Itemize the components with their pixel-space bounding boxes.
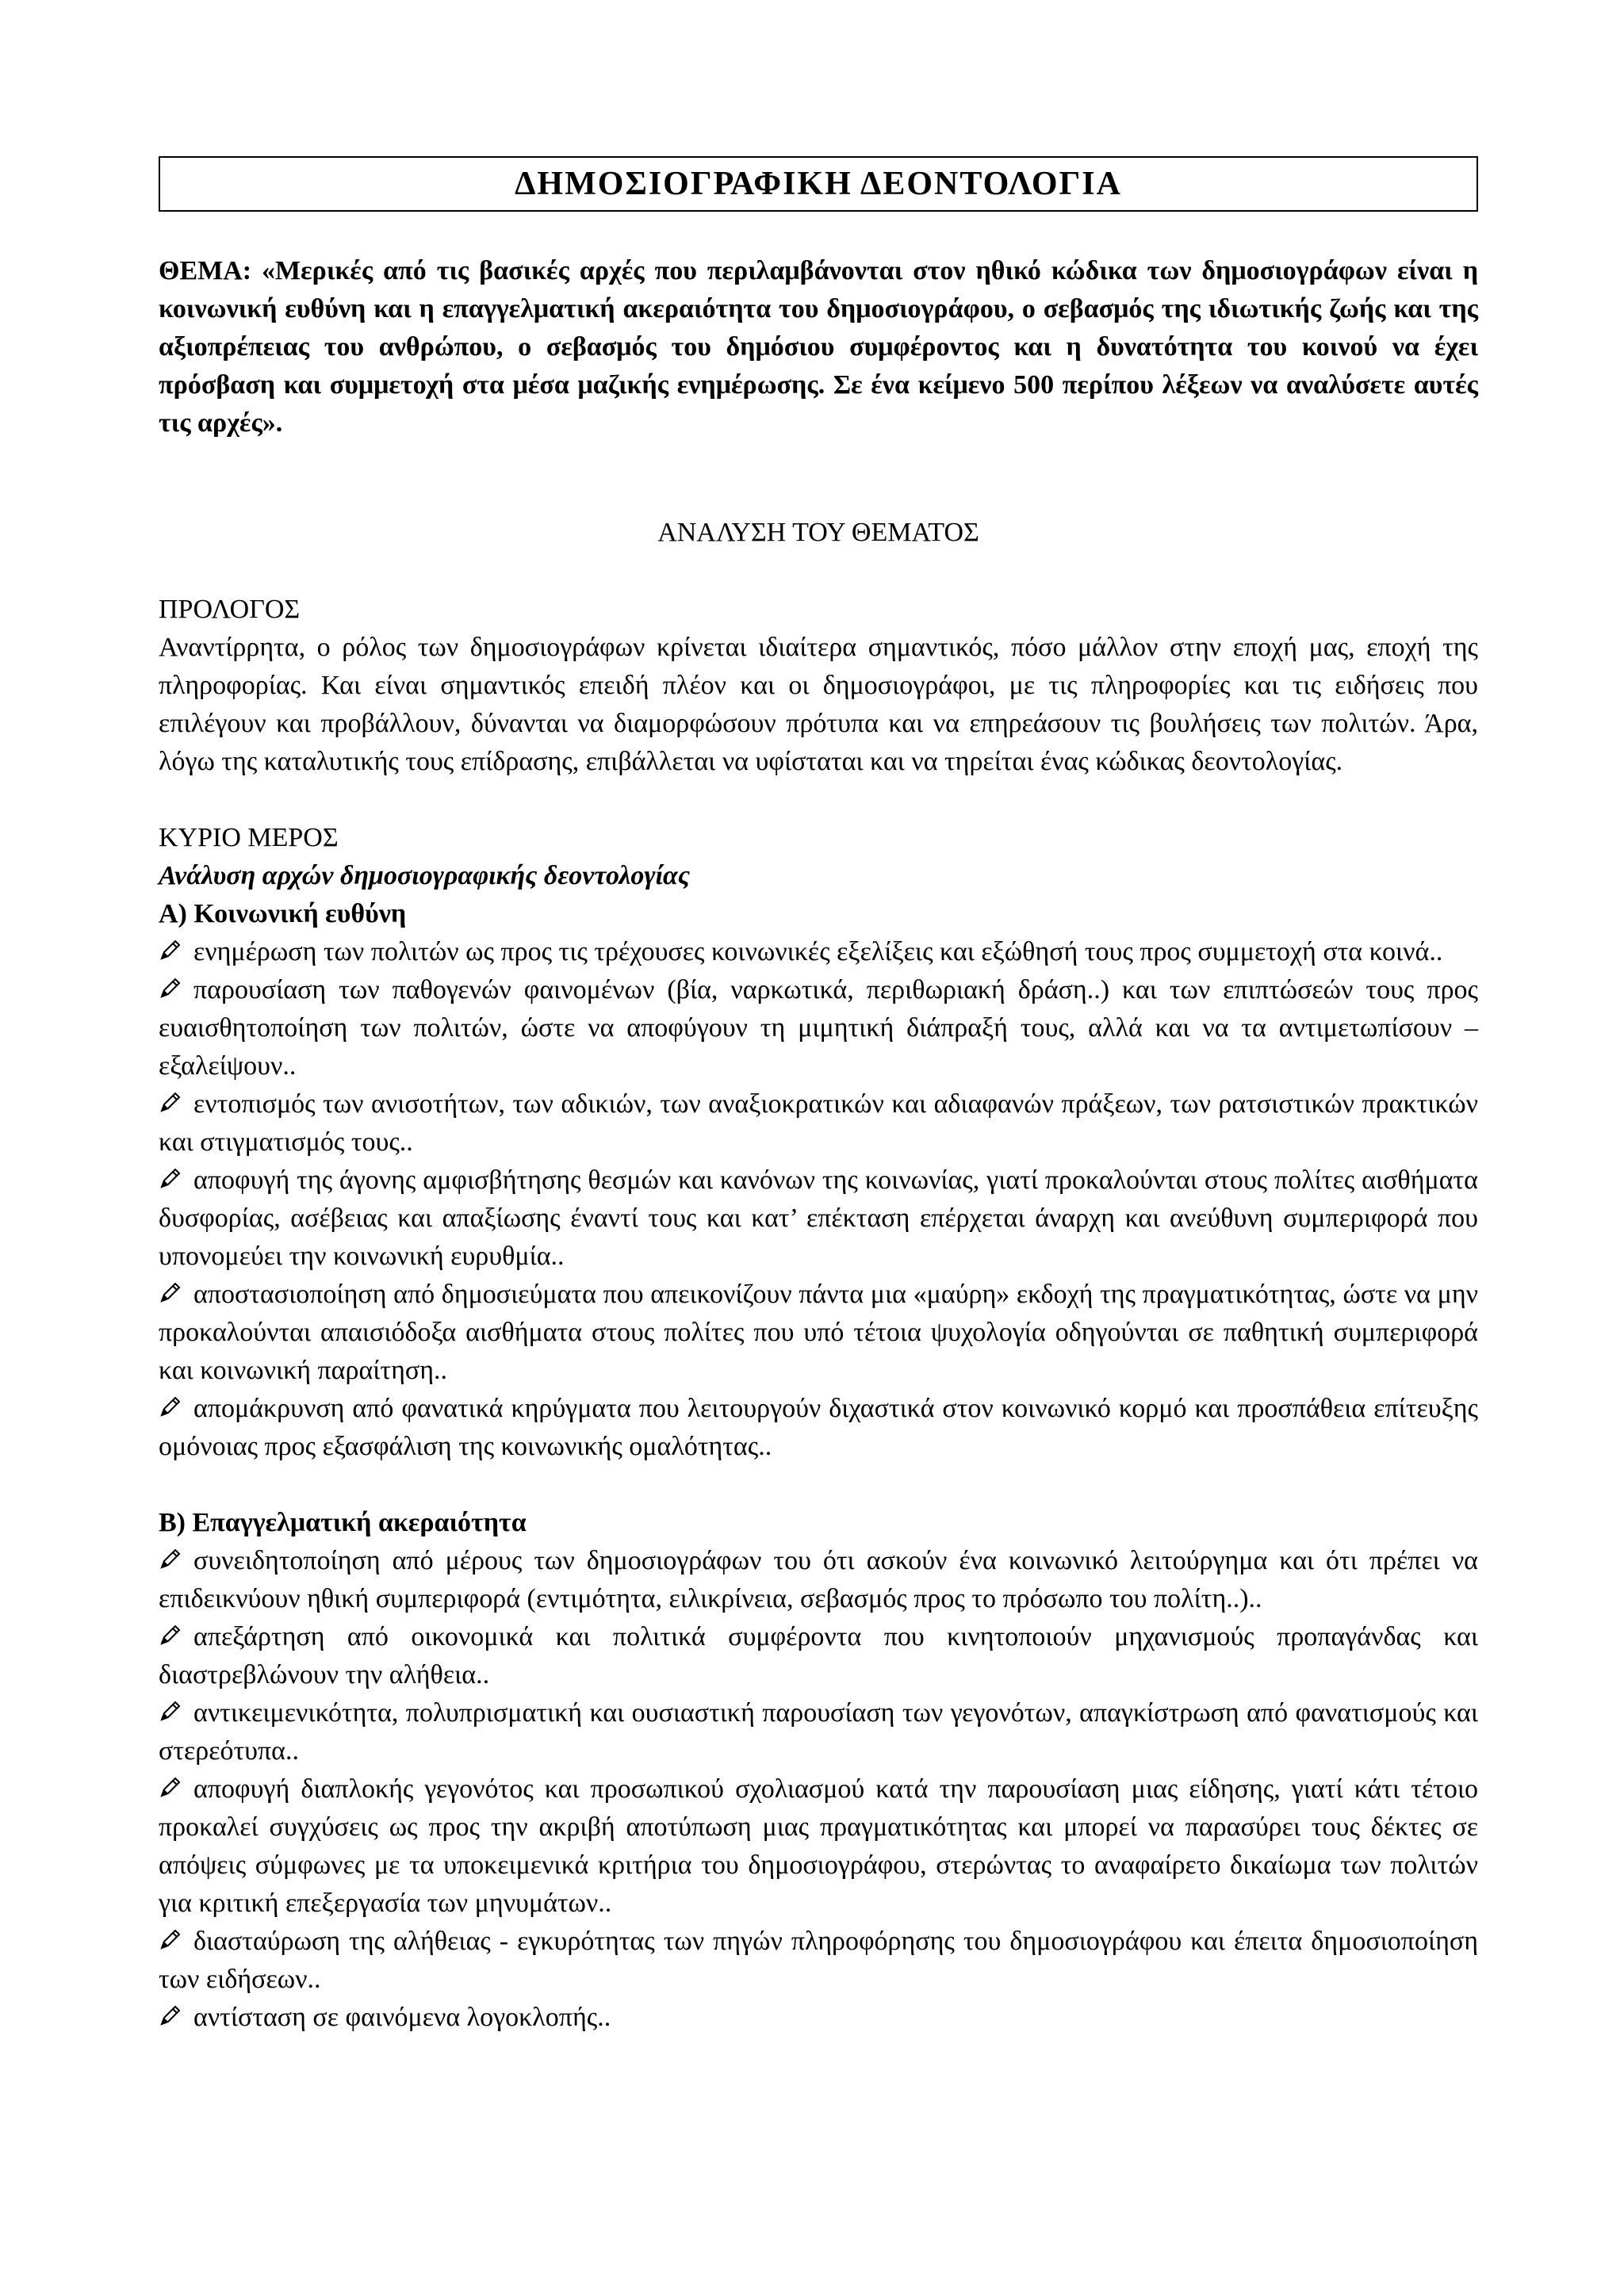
pencil-icon	[159, 1775, 182, 1799]
list-item	[159, 1085, 1478, 1161]
pencil-icon	[159, 1280, 182, 1304]
pencil-icon	[159, 1623, 182, 1647]
list-item	[159, 971, 1478, 1085]
list-item-text: αποφυγή διαπλοκής γεγονότος και προσωπικού σχολιασμού κατά την παρουσίαση μιας είδησης, γιατί κάτι τέτοιο προκαλεί συγχύσεις ως προς την ακριβή αποτύπωση μιας πραγματικότητας και μπορεί να παρασύρει τους δέκτες σε απόψεις σύμφωνες με τα υποκειμενικά κριτήρια του δημοσιογράφου, στερώντας το αναφαίρετο δικαίωμα των πολιτών για κριτική επεξεργασία των μηνυμάτων..	[159, 1774, 1478, 1918]
pencil-icon	[159, 1927, 182, 1951]
pencil-icon	[159, 1395, 182, 1418]
list-item-text: διασταύρωση της αλήθειας - εγκυρότητας των πηγών πληροφόρησης του δημοσιογράφου και έπειτα δημοσιοποίηση των ειδήσεων..	[159, 1927, 1478, 1994]
pencil-icon	[159, 1547, 182, 1571]
spacer	[159, 1466, 1478, 1504]
pencil-icon	[159, 2003, 182, 2027]
list-item-text: εντοπισμός των ανισοτήτων, των αδικιών, των αναξιοκρατικών και αδιαφανών πράξεων, των ρατσιστικών πρακτικών και στιγματισμός τους..	[159, 1089, 1478, 1157]
pencil-icon	[159, 1090, 182, 1114]
section-b-heading: Β) Επαγγελματική ακεραιότητα	[159, 1508, 527, 1537]
main-subheading: Ανάλυση αρχών δημοσιογραφικής δεοντολογίας	[159, 861, 690, 890]
section-a-heading: Α) Κοινωνική ευθύνη	[159, 899, 407, 928]
list-item	[159, 1999, 1478, 2037]
analysis-heading: ΑΝΑΛΥΣΗ ΤΟΥ ΘΕΜΑΤΟΣ	[657, 518, 979, 547]
list-item	[159, 933, 1478, 971]
list-item	[159, 1161, 1478, 1276]
pencil-icon	[159, 1166, 182, 1190]
document-title: ΔΗΜΟΣΙΟΓΡΑΦΙΚΗ ΔΕΟΝΤΟΛΟΓΙΑ	[159, 156, 1478, 212]
list-item-text: αντίσταση σε φαινόμενα λογοκλοπής..	[193, 2003, 611, 2032]
list-item-text: απεξάρτηση από οικονομικά και πολιτικά συμφέροντα που κινητοποιούν μηχανισμούς προπαγάνδας και διαστρεβλώνουν την αλήθεια..	[159, 1622, 1478, 1689]
pencil-icon	[159, 938, 182, 962]
list-item	[159, 1542, 1478, 1618]
spacer	[159, 781, 1478, 819]
list-item	[159, 1770, 1478, 1923]
list-item-text: ενημέρωση των πολιτών ως προς τις τρέχουσες κοινωνικές εξελίξεις και εξώθησή τους προς συμμετοχή στα κοινά..	[193, 937, 1443, 966]
prologue-heading: ΠΡΟΛΟΓΟΣ	[159, 595, 301, 624]
list-item-text: αντικειμενικότητα, πολυπρισματική και ουσιαστική παρουσίαση των γεγονότων, απαγκίστρωση από φανατισμούς και στερεότυπα..	[159, 1698, 1478, 1766]
list-item-text: παρουσίαση των παθογενών φαινομένων (βία, ναρκωτικά, περιθωριακή δράση..) και των επιπτώσεών τους προς ευαισθητοποίηση των πολιτών, ώστε να αποφύγουν τη μιμητική διάπραξή τους, αλλά και να τα αντιμετωπίσουν – εξαλείψουν..	[159, 975, 1478, 1081]
list-item	[159, 1390, 1478, 1466]
list-item	[159, 1276, 1478, 1390]
prologue-text: Αναντίρρητα, ο ρόλος των δημοσιογράφων κρίνεται ιδιαίτερα σημαντικός, πόσο μάλλον στην εποχή μας, εποχή της πληροφορίας. Και είναι σημαντικός επειδή πλέον και οι δημοσιογράφοι, με τις πληροφορίες και τις ειδήσεις που επιλέγουν και προβάλλουν, δύνανται να διαμορφώσουν πρότυπα και να επηρεάσουν τις βουλήσεις των πολιτών. Άρα, λόγω της καταλυτικής τους επίδρασης, επιβάλλεται να υφίσταται και να τηρείται ένας κώδικας δεοντολογίας.	[159, 633, 1478, 776]
list-item	[159, 1694, 1478, 1770]
list-item	[159, 1923, 1478, 1999]
document-page	[159, 0, 1481, 2296]
list-item	[159, 1618, 1478, 1694]
pencil-icon	[159, 976, 182, 1000]
list-item-text: απομάκρυνση από φανατικά κηρύγματα που λειτουργούν διχαστικά στον κοινωνικό κορμό και προσπάθεια επίτευξης ομόνοιας προς εξασφάλιση της κοινωνικής ομαλότητας..	[159, 1394, 1478, 1461]
section-a-list	[159, 933, 1478, 1466]
main-heading: ΚΥΡΙΟ ΜΕΡΟΣ	[159, 823, 339, 852]
pencil-icon	[159, 1699, 182, 1723]
section-b-list	[159, 1542, 1478, 2037]
list-item-text: αποφυγή της άγονης αμφισβήτησης θεσμών και κανόνων της κοινωνίας, γιατί προκαλούνται στους πολίτες αισθήματα δυσφορίας, ασέβειας και απαξίωσης έναντί τους και κατ’ επέκταση επέρχεται άναρχη και ανεύθυνη συμπεριφορά που υπονομεύει την κοινωνική ευρυθμία..	[159, 1165, 1478, 1271]
list-item-text: αποστασιοποίηση από δημοσιεύματα που απεικονίζουν πάντα μια «μαύρη» εκδοχή της πραγματικότητας, ώστε να μην προκαλούνται απαισιόδοξα αισθήματα στους πολίτες που υπό τέτοια ψυχολογία οδηγούνται σε παθητική συμπεριφορά και κοινωνική παραίτηση..	[159, 1280, 1478, 1385]
topic-paragraph: ΘΕΜΑ: «Μερικές από τις βασικές αρχές που περιλαμβάνονται στον ηθικό κώδικα των δημοσιογράφων είναι η κοινωνική ευθύνη και η επαγγελματική ακεραιότητα του δημοσιογράφου, ο σεβασμός της ιδιωτικής ζωής και της αξιοπρέπειας του ανθρώπου, ο σεβασμός του δημόσιου συμφέροντος και η δυνατότητα του κοινού να έχει πρόσβαση και συμμετοχή στα μέσα μαζικής ενημέρωσης. Σε ένα κείμενο 500 περίπου λέξεων να αναλύσετε αυτές τις αρχές».	[159, 256, 1478, 438]
list-item-text: συνειδητοποίηση από μέρους των δημοσιογράφων του ότι ασκούν ένα κοινωνικό λειτούργημα και ότι πρέπει να επιδεικνύουν ηθική συμπεριφορά (εντιμότητα, ειλικρίνεια, σεβασμός προς το πρόσωπο του πολίτη..)..	[159, 1546, 1478, 1613]
document-content	[159, 591, 1478, 2037]
